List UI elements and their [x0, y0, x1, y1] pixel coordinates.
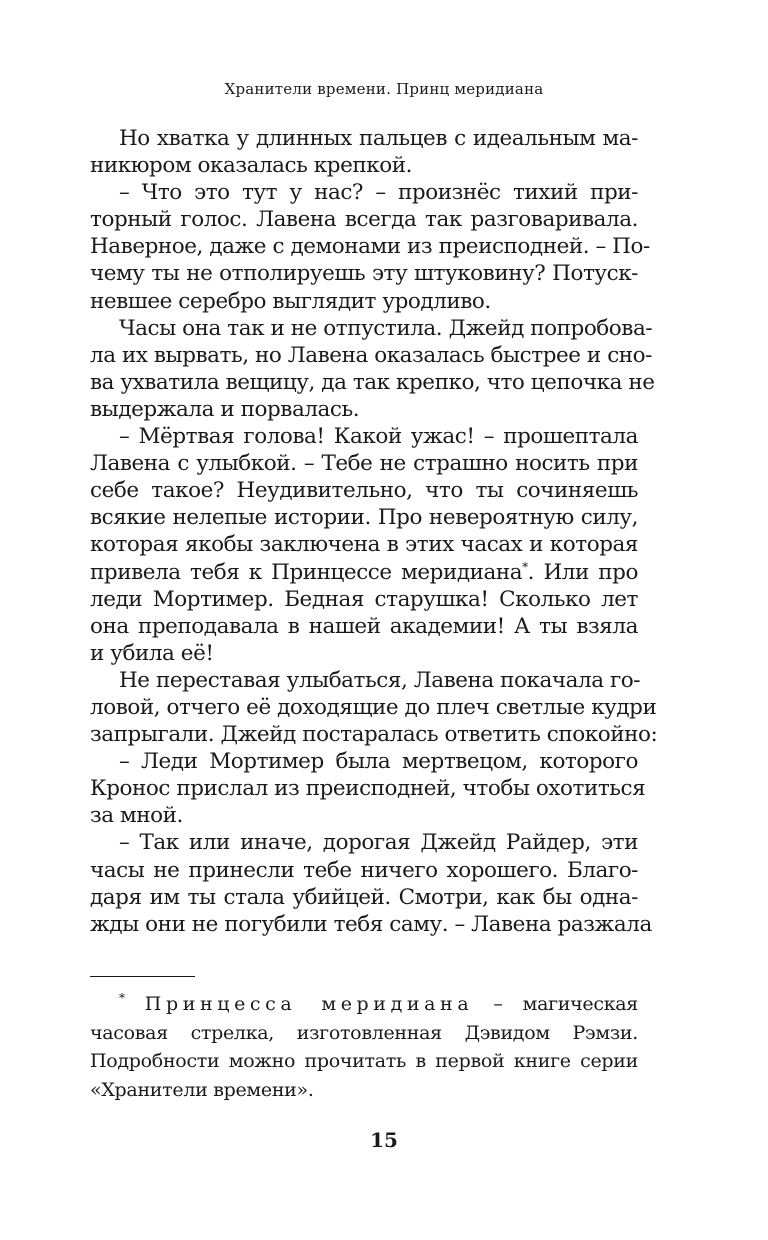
- text-line: чему ты не отполируешь эту штуковину? Потуск-: [90, 261, 638, 287]
- footnote-line: [90, 990, 638, 1019]
- footnote-term: Принцесса меридиана: [144, 993, 474, 1015]
- text-line: привела тебя к Принцессе меридиана*. Или про: [90, 559, 638, 585]
- footnote-line1-rest: – магическая: [473, 993, 638, 1015]
- text-line: невшее серебро выглядит уродливо.: [90, 288, 491, 314]
- text-line: Не переставая улыбаться, Лавена покачала го-: [119, 667, 641, 693]
- text-line: жды они не погубили тебя саму. – Лавена разжала: [90, 911, 652, 937]
- text-line: всякие нелепые истории. Про невероятную силу,: [90, 505, 638, 531]
- footnote-line: «Хранители времени».: [90, 1078, 314, 1101]
- footnote-separator: [90, 976, 195, 977]
- footnote-line: часовая стрелка, изготовленная Дэвидом Рэмзи.: [90, 1021, 638, 1044]
- text-line: себе такое? Неудивительно, что ты сочиняешь: [90, 478, 638, 504]
- text-line: ловой, отчего её доходящие до плеч светлые кудри: [90, 694, 657, 720]
- text-line: даря им ты стала убийцей. Смотри, как бы одна-: [90, 884, 638, 910]
- text-line: Кронос прислал из преисподней, чтобы охотиться: [90, 776, 646, 802]
- text-line: выдержала и порвалась.: [90, 396, 360, 422]
- text-line: часы не принесли тебе ничего хорошего. Благо-: [90, 857, 638, 883]
- text-line: запрыгали. Джейд постаралась ответить спокойно:: [90, 722, 658, 748]
- text-line: Но хватка у длинных пальцев с идеальным ма-: [119, 126, 638, 151]
- text-line: – Так или иначе, дорогая Джейд Райдер, эти: [119, 830, 638, 856]
- text-line: ва ухватила вещицу, да так крепко, что цепочка не: [90, 369, 655, 395]
- text-line: которая якобы заключена в этих часах и которая: [90, 532, 638, 558]
- footnote-marker: *: [119, 991, 125, 1005]
- text-line: торный голос. Лавена всегда так разговаривала.: [90, 207, 638, 233]
- text-line: – Что это тут у нас? – произнёс тихий при-: [119, 180, 638, 206]
- text-line: Лавена с улыбкой. – Тебе не страшно носить при: [90, 451, 638, 477]
- footnote-reference: *: [522, 559, 528, 574]
- text-line: Наверное, даже с демонами из преисподней. – По-: [90, 234, 650, 260]
- body-text: [90, 125, 658, 938]
- text-line: Часы она так и не отпустила. Джейд попробова-: [119, 315, 653, 341]
- text-line: никюром оказалась крепкой.: [90, 153, 412, 179]
- text-line: и убила её!: [90, 640, 214, 666]
- running-head: Хранители времени. Принц меридиана: [224, 80, 544, 98]
- text-line: за мной.: [90, 803, 183, 829]
- page-number: 15: [370, 1128, 398, 1152]
- text-line: она преподавала в нашей академии! А ты взяла: [90, 613, 638, 639]
- text-line: леди Мортимер. Бедная старушка! Сколько лет: [90, 586, 638, 612]
- footnote: [90, 990, 638, 1104]
- text-line: – Мёртвая голова! Какой ужас! – прошептала: [119, 424, 638, 450]
- text-line: – Леди Мортимер была мертвецом, которого: [119, 749, 638, 775]
- footnote-line: Подробности можно прочитать в первой книге серии: [90, 1050, 638, 1072]
- text-line: ла их вырвать, но Лавена оказалась быстрее и сно-: [90, 342, 652, 368]
